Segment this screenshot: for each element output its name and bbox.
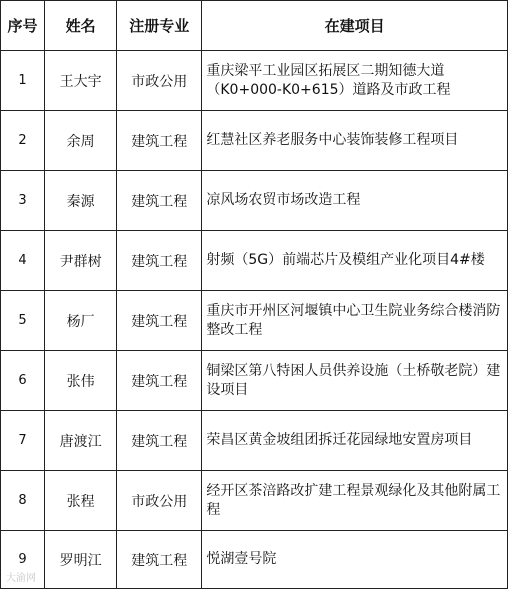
row-name: 罗明江 — [45, 531, 117, 589]
table-row — [1, 531, 508, 589]
table-row — [1, 51, 508, 111]
table-row — [1, 471, 508, 531]
table-row — [1, 111, 508, 171]
header-name: 姓名 — [45, 1, 117, 51]
row-no: 3 — [1, 171, 45, 231]
header-row — [1, 1, 508, 51]
row-major: 建筑工程 — [117, 111, 202, 171]
row-name: 杨厂 — [45, 291, 117, 351]
row-project: 射频（5G）前端芯片及模组产业化项目4#楼 — [202, 231, 508, 291]
row-major: 建筑工程 — [117, 411, 202, 471]
row-no: 5 — [1, 291, 45, 351]
table-row — [1, 291, 508, 351]
row-major: 建筑工程 — [117, 231, 202, 291]
table-row — [1, 411, 508, 471]
row-major: 市政公用 — [117, 471, 202, 531]
row-project: 荣昌区黄金坡组团拆迁花园绿地安置房项目 — [202, 411, 508, 471]
row-no: 6 — [1, 351, 45, 411]
row-name: 王大宇 — [45, 51, 117, 111]
row-no: 4 — [1, 231, 45, 291]
row-major: 建筑工程 — [117, 291, 202, 351]
row-name: 余周 — [45, 111, 117, 171]
row-no: 2 — [1, 111, 45, 171]
row-project: 铜梁区第八特困人员供养设施（土桥敬老院）建设项目 — [202, 351, 508, 411]
row-name: 唐渡江 — [45, 411, 117, 471]
row-major: 建筑工程 — [117, 531, 202, 589]
watermark-logo: 大渝网 — [6, 573, 36, 584]
row-major: 建筑工程 — [117, 171, 202, 231]
row-no: 8 — [1, 471, 45, 531]
header-no: 序号 — [1, 1, 45, 51]
header-project: 在建项目 — [202, 1, 508, 51]
table-row — [1, 171, 508, 231]
row-major: 市政公用 — [117, 51, 202, 111]
row-no: 1 — [1, 51, 45, 111]
row-project: 重庆梁平工业园区拓展区二期知德大道（K0+000-K0+615）道路及市政工程 — [202, 51, 508, 111]
row-name: 张程 — [45, 471, 117, 531]
table-row — [1, 351, 508, 411]
table-row — [1, 231, 508, 291]
row-major: 建筑工程 — [117, 351, 202, 411]
row-project: 凉风场农贸市场改造工程 — [202, 171, 508, 231]
row-project: 红慧社区养老服务中心装饰装修工程项目 — [202, 111, 508, 171]
row-name: 张伟 — [45, 351, 117, 411]
row-no: 9 — [1, 531, 45, 589]
row-no: 7 — [1, 411, 45, 471]
row-name: 秦源 — [45, 171, 117, 231]
row-name: 尹群树 — [45, 231, 117, 291]
row-project: 经开区茶涪路改扩建工程景观绿化及其他附属工程 — [202, 471, 508, 531]
row-project: 悦湖壹号院 — [202, 531, 508, 589]
header-major: 注册专业 — [117, 1, 202, 51]
row-project: 重庆市开州区河堰镇中心卫生院业务综合楼消防整改工程 — [202, 291, 508, 351]
